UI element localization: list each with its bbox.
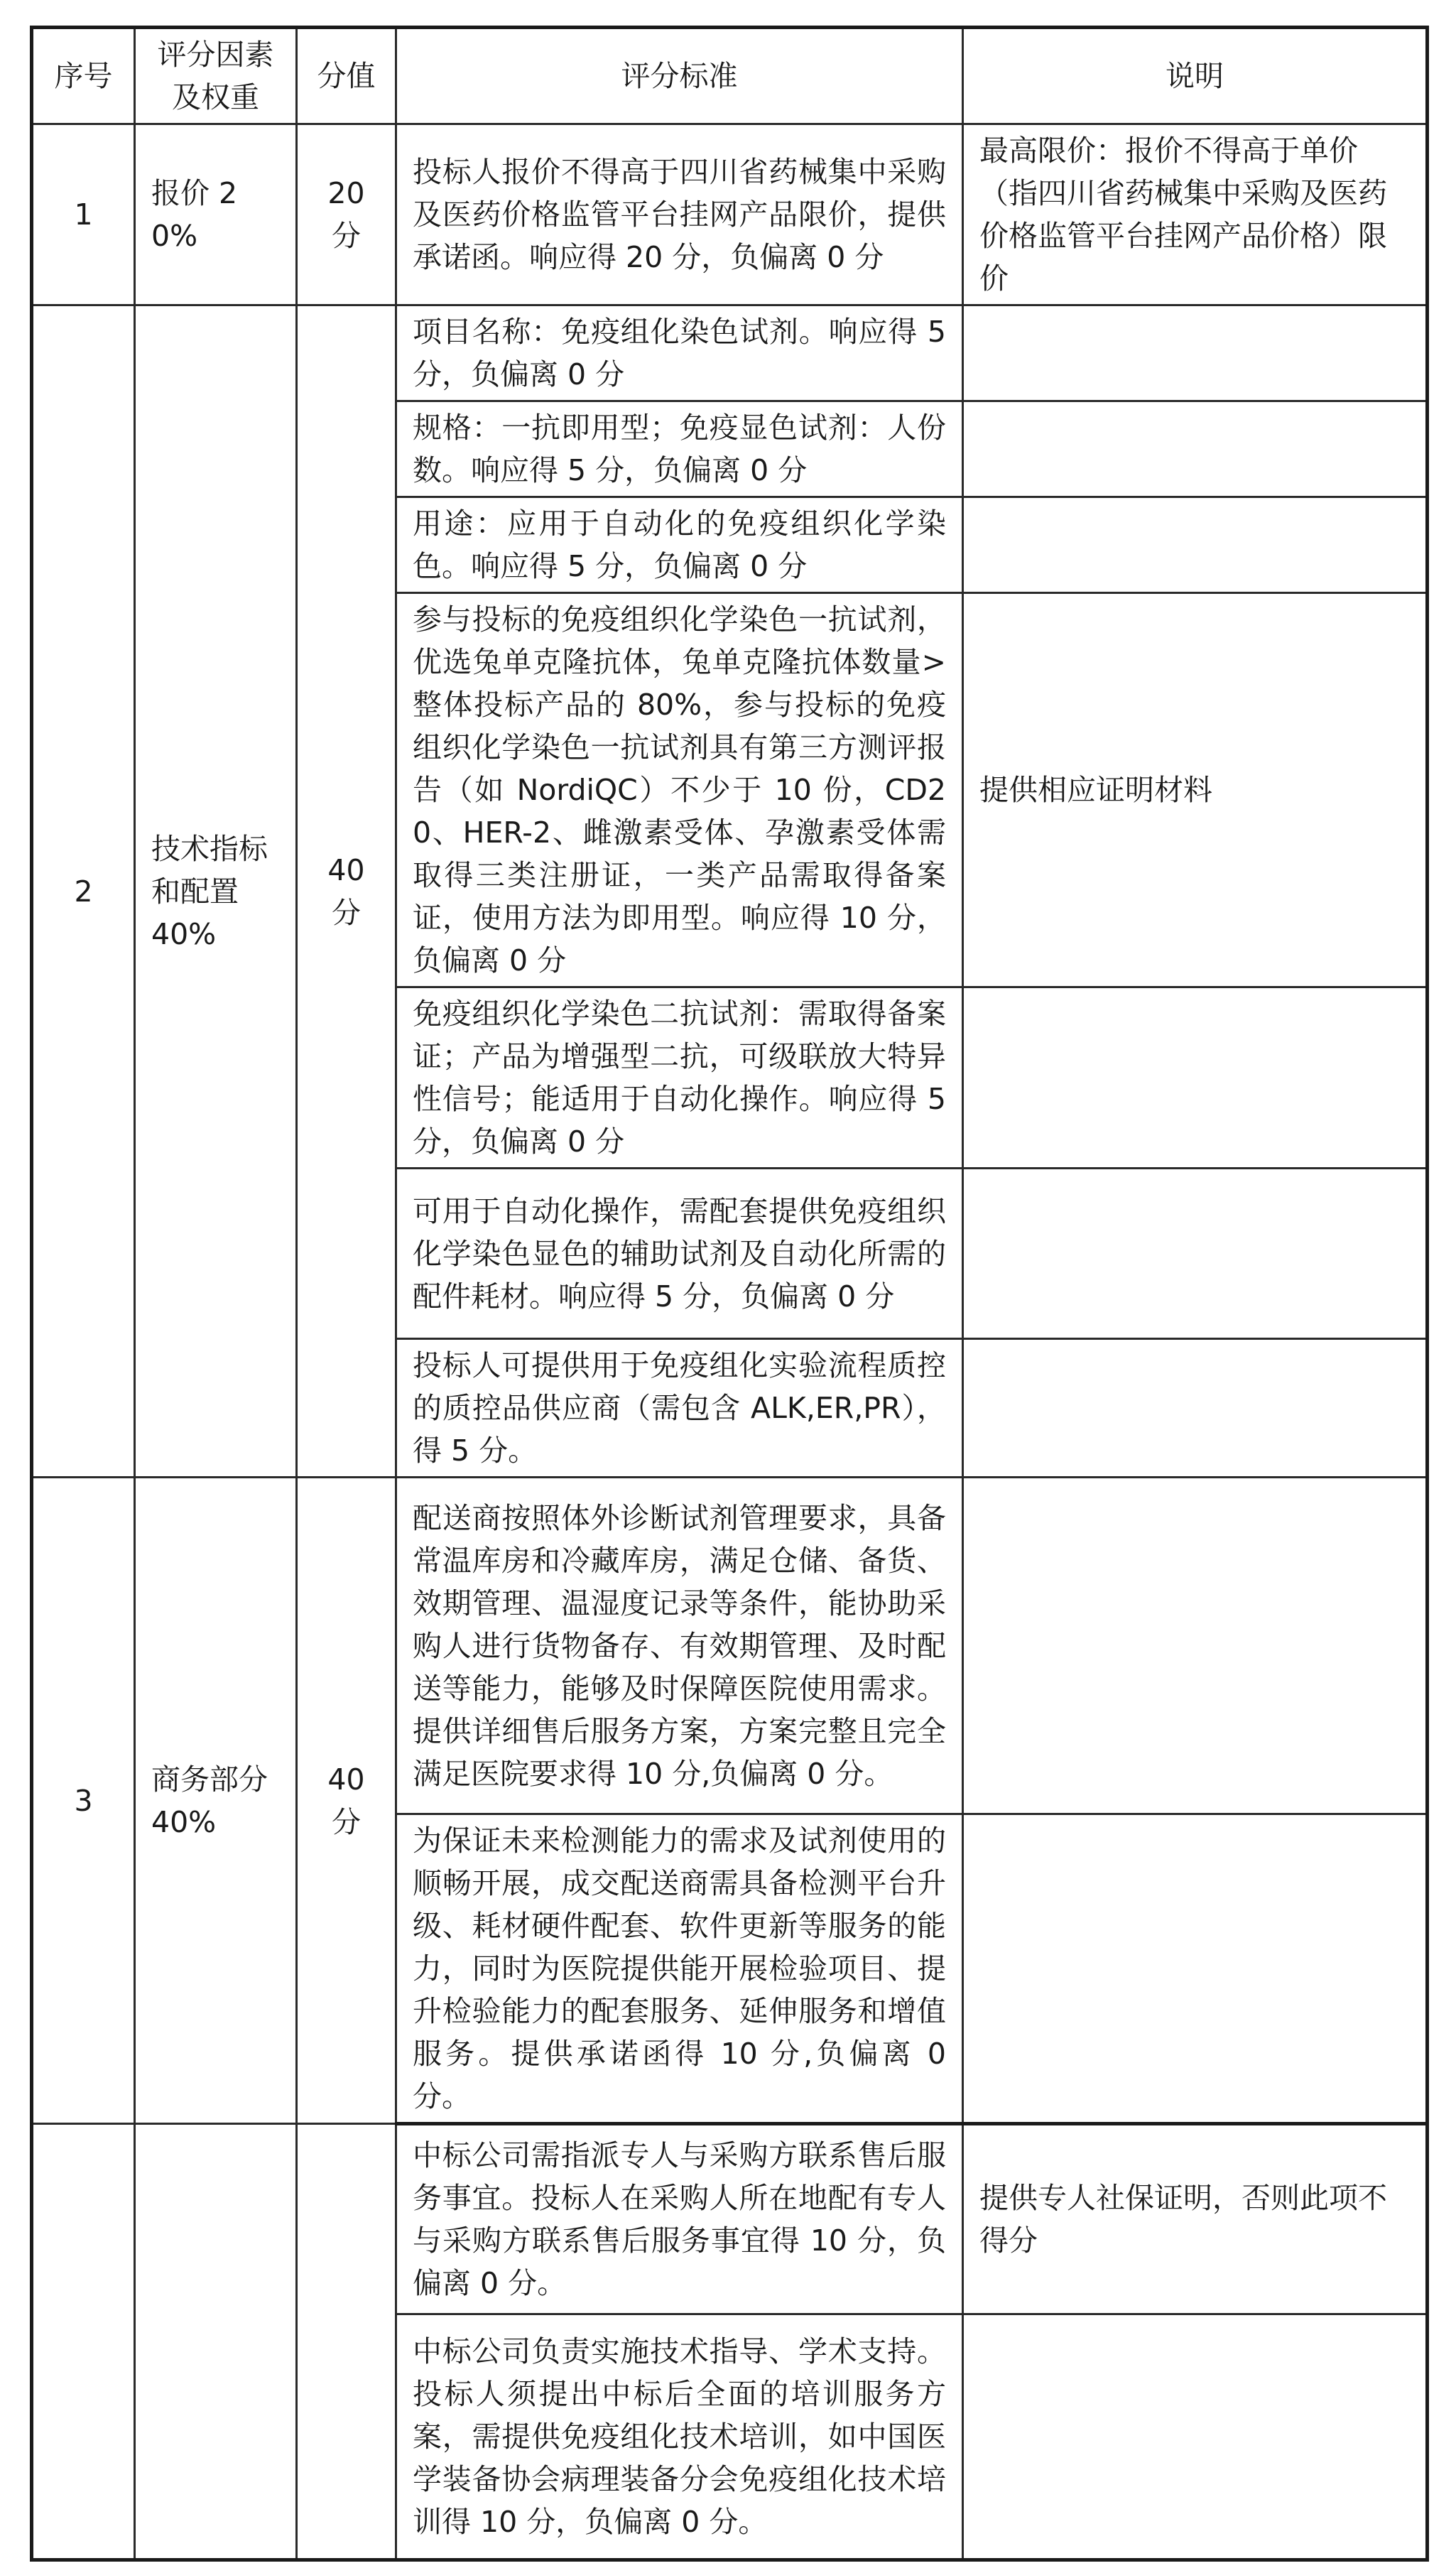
header-factor: 评分因素及权重 xyxy=(135,28,297,124)
row-factor: 技术指标和配置 40% xyxy=(135,305,297,1478)
note-cell xyxy=(963,401,1428,497)
criteria-cell: 参与投标的免疫组织化学染色一抗试剂，优选兔单克隆抗体，兔单克隆抗体数量>整体投标产品的 80%，参与投标的免疫组织化学染色一抗试剂具有第三方测评报告（如 NordiQC）不少于 10 份，CD20、HER-2、雌激素受体、孕激素受体需取得三类注册证，一类产品需取得备案证，使用方法为即用型。响应得 10 分，负偏离 0 分 xyxy=(396,593,963,987)
table-row xyxy=(32,305,1428,401)
criteria-cell: 可用于自动化操作，需配套提供免疫组织化学染色显色的辅助试剂及自动化所需的配件耗材。响应得 5 分，负偏离 0 分 xyxy=(396,1169,963,1339)
note-cell xyxy=(963,1814,1428,2124)
criteria-cell: 中标公司需指派专人与采购方联系售后服务事宜。投标人在采购人所在地配有专人与采购方联系售后服务事宜得 10 分，负偏离 0 分。 xyxy=(396,2124,963,2314)
row-value: 40 分 xyxy=(297,1478,396,2124)
criteria-cell: 中标公司负责实施技术指导、学术支持。投标人须提出中标后全面的培训服务方案，需提供免疫组化技术培训，如中国医学装备协会病理装备分会免疫组化技术培训得 10 分，负偏离 0 分。 xyxy=(396,2314,963,2560)
note-cell xyxy=(963,305,1428,401)
row-factor: 报价 20% xyxy=(135,124,297,305)
note-cell xyxy=(963,1478,1428,1814)
criteria-cell: 用途：应用于自动化的免疫组织化学染色。响应得 5 分，负偏离 0 分 xyxy=(396,497,963,593)
criteria-cell: 为保证未来检测能力的需求及试剂使用的顺畅开展，成交配送商需具备检测平台升级、耗材硬件配套、软件更新等服务的能力，同时为医院提供能开展检验项目、提升检验能力的配套服务、延伸服务和增值服务。提供承诺函得 10 分,负偏离 0 分。 xyxy=(396,1814,963,2124)
note-cell xyxy=(963,1169,1428,1339)
row-number: 3 xyxy=(32,1478,135,2124)
criteria-cell: 免疫组织化学染色二抗试剂：需取得备案证；产品为增强型二抗，可级联放大特异性信号；能适用于自动化操作。响应得 5 分，负偏离 0 分 xyxy=(396,987,963,1169)
note-cell: 提供专人社保证明，否则此项不得分 xyxy=(963,2124,1428,2314)
criteria-cell: 投标人可提供用于免疫组化实验流程质控的质控品供应商（需包含 ALK,ER,PR），得 5 分。 xyxy=(396,1339,963,1478)
table-row xyxy=(32,124,1428,305)
row-factor xyxy=(135,2124,297,2560)
header-no: 序号 xyxy=(32,28,135,124)
note-cell xyxy=(963,987,1428,1169)
table-row xyxy=(32,1478,1428,1814)
row-value: 20 分 xyxy=(297,124,396,305)
row-number: 1 xyxy=(32,124,135,305)
table-row xyxy=(32,2124,1428,2314)
criteria-cell: 规格：一抗即用型；免疫显色试剂：人份数。响应得 5 分，负偏离 0 分 xyxy=(396,401,963,497)
criteria-cell: 项目名称：免疫组化染色试剂。响应得 5 分，负偏离 0 分 xyxy=(396,305,963,401)
criteria-cell: 配送商按照体外诊断试剂管理要求，具备常温库房和冷藏库房，满足仓储、备货、效期管理、温湿度记录等条件，能协助采购人进行货物备存、有效期管理、及时配送等能力，能够及时保障医院使用需求。提供详细售后服务方案，方案完整且完全满足医院要求得 10 分,负偏离 0 分。 xyxy=(396,1478,963,1814)
note-cell xyxy=(963,2314,1428,2560)
criteria-cell: 投标人报价不得高于四川省药械集中采购及医药价格监管平台挂网产品限价，提供承诺函。响应得 20 分，负偏离 0 分 xyxy=(396,124,963,305)
row-factor: 商务部分 40% xyxy=(135,1478,297,2124)
header-row xyxy=(32,28,1428,124)
scoring-table xyxy=(30,26,1429,2562)
row-number: 2 xyxy=(32,305,135,1478)
header-note: 说明 xyxy=(963,28,1428,124)
note-cell: 最高限价：报价不得高于单价（指四川省药械集中采购及医药价格监管平台挂网产品价格）限价 xyxy=(963,124,1428,305)
header-criteria: 评分标准 xyxy=(396,28,963,124)
note-cell xyxy=(963,497,1428,593)
row-value xyxy=(297,2124,396,2560)
note-cell: 提供相应证明材料 xyxy=(963,593,1428,987)
header-value: 分值 xyxy=(297,28,396,124)
row-value: 40 分 xyxy=(297,305,396,1478)
row-number xyxy=(32,2124,135,2560)
note-cell xyxy=(963,1339,1428,1478)
